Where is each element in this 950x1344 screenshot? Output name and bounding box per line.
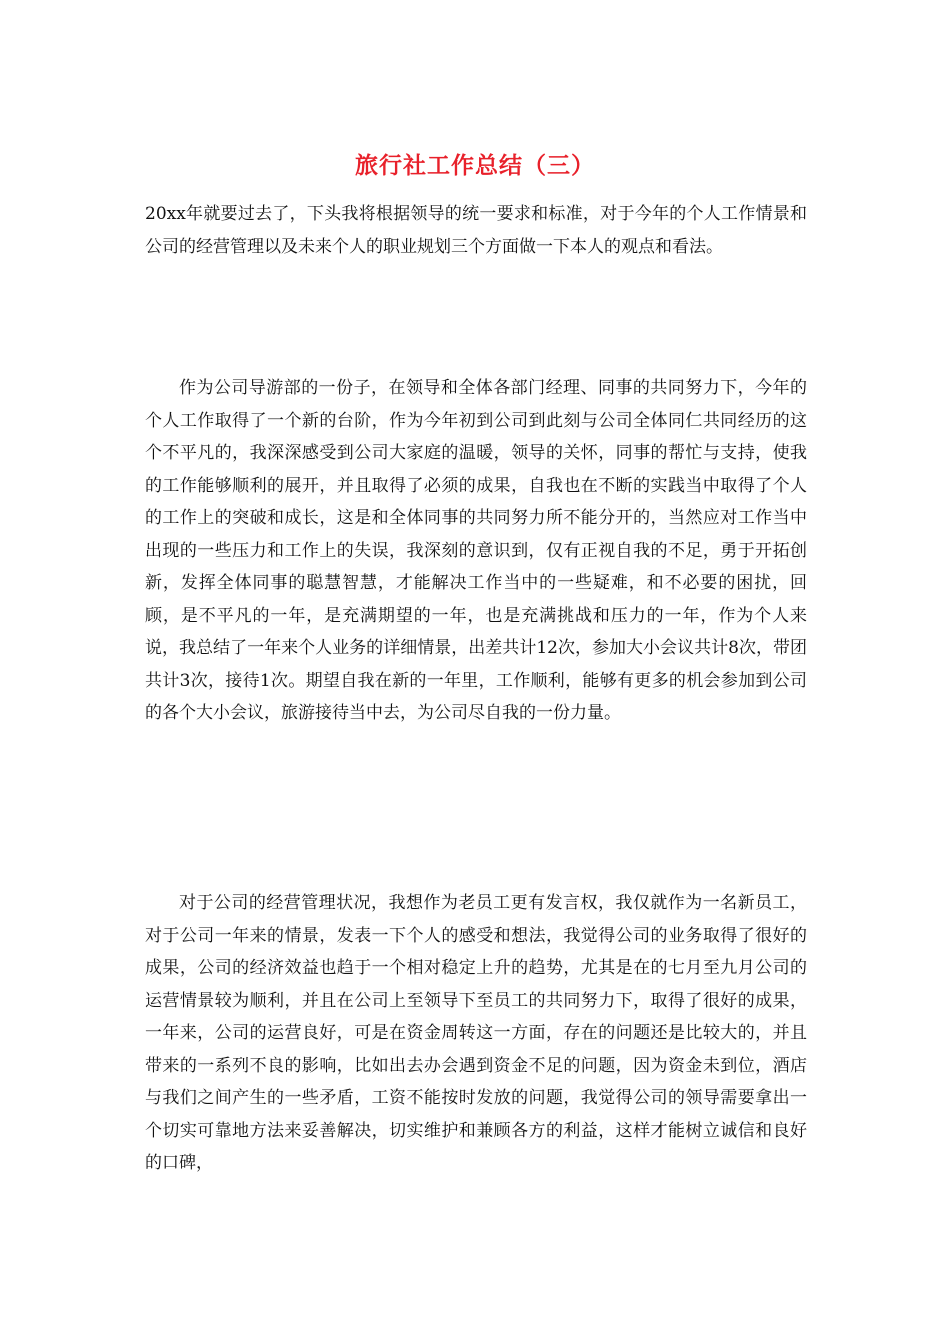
paragraph-intro: 20xx年就要过去了，下头我将根据领导的统一要求和标准，对于今年的个人工作情景和公司的经营管理以及未来个人的职业规划三个方面做一下本人的观点和看法。 bbox=[145, 204, 807, 257]
document-title: 旅行社工作总结（三） bbox=[355, 152, 595, 179]
paragraph-personal-work: 作为公司导游部的一份子，在领导和全体各部门经理、同事的共同努力下，今年的个人工作取得了一个新的台阶，作为今年初到公司到此刻与公司全体同仁共同经历的这个不平凡的，我深深感受到公司大家庭的温暖，领导的关怀，同事的帮忙与支持，使我的工作能够顺利的展开，并且取得了必须的成果，自我也在不断的实践当中取得了个人的工作上的突破和成长，这是和全体同事的共同努力所不能分开的，当然应对工作当中出现的一些压力和工作上的失误，我深刻的意识到，仅有正视自我的不足，勇于开拓创新，发挥全体同事的聪慧智慧，才能解决工作当中的一些疑难，和不必要的困扰，回顾，是不平凡的一年，是充满期望的一年，也是充满挑战和压力的一年，作为个人来说，我总结了一年来个人业务的详细情景，出差共计12次，参加大小会议共计8次，带团共计3次，接待1次。期望自我在新的一年里，工作顺利，能够有更多的机会参加到公司的各个大小会议，旅游接待当中去，为公司尽自我的一份力量。 bbox=[145, 378, 807, 723]
paragraph-company-management: 对于公司的经营管理状况，我想作为老员工更有发言权，我仅就作为一名新员工，对于公司一年来的情景，发表一下个人的感受和想法，我觉得公司的业务取得了很好的成果，公司的经济效益也趋于一个相对稳定上升的趋势，尤其是在的七月至九月公司的运营情景较为顺利，并且在公司上至领导下至员工的共同努力下，取得了很好的成果，一年来，公司的运营良好，可是在资金周转这一方面，存在的问题还是比较大的，并且带来的一系列不良的影响，比如出去办会遇到资金不足的问题，因为资金未到位，酒店与我们之间产生的一些矛盾，工资不能按时发放的问题，我觉得公司的领导需要拿出一个切实可靠地方法来妥善解决，切实维护和兼顾各方的利益，这样才能树立诚信和良好的口碑， bbox=[145, 893, 807, 1173]
